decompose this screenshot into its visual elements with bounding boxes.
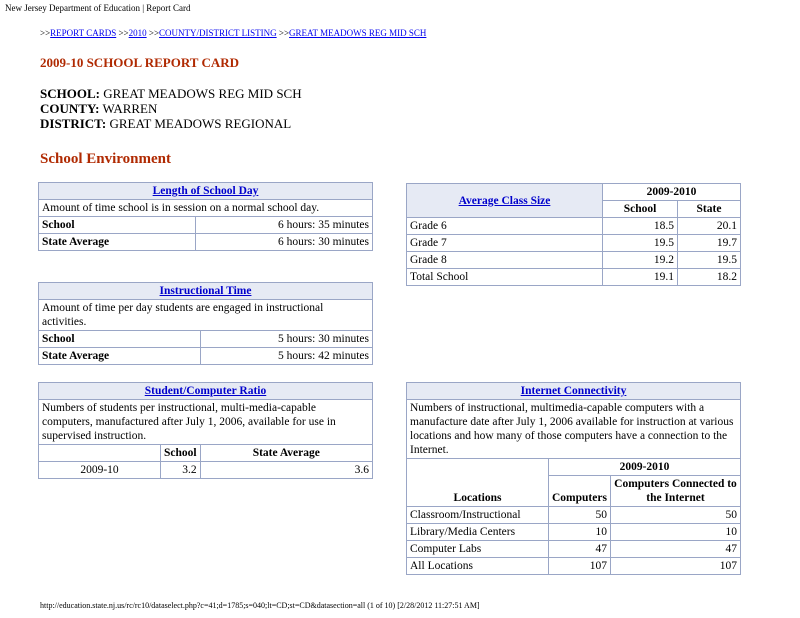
internet-connectivity-description: Numbers of instructional, multimedia-capable computers with a manufacture date after July 1, 2006 available for instruction at various locations and how many of those computers have a connection to the Internet.: [407, 400, 741, 459]
table-row: Grade 6 18.5 20.1: [407, 218, 741, 235]
breadcrumb-report-cards-link[interactable]: REPORT CARDS: [50, 28, 117, 38]
table-row: 2009-10 3.2 3.6: [39, 462, 373, 479]
county-info: COUNTY: WARREN: [40, 101, 158, 116]
breadcrumb-school-link[interactable]: GREAT MEADOWS REG MID SCH: [289, 28, 427, 38]
district-info: DISTRICT: GREAT MEADOWS REGIONAL: [40, 116, 292, 131]
length-of-school-day-table: [38, 182, 373, 251]
instructional-time-link[interactable]: Instructional Time: [159, 285, 252, 297]
table-row: Grade 8 19.2 19.5: [407, 252, 741, 269]
instructional-time-description: Amount of time per day students are engaged in instructional activities.: [39, 300, 373, 331]
length-of-school-day-link[interactable]: Length of School Day: [152, 185, 259, 197]
breadcrumb-county-district-link[interactable]: COUNTY/DISTRICT LISTING: [159, 28, 277, 38]
table-row: Total School 19.1 18.2: [407, 269, 741, 286]
table-row: Classroom/Instructional 50 50: [407, 507, 741, 524]
breadcrumb-2010-link[interactable]: 2010: [128, 28, 147, 38]
length-of-school-day-description: Amount of time school is in session on a normal school day.: [39, 200, 373, 217]
average-class-size-header: [407, 184, 603, 218]
student-computer-ratio-description: Numbers of students per instructional, multi-media-capable computers, manufactured after July 1, 2006, available for use in supervised instruction.: [39, 400, 373, 445]
internet-connectivity-header: [407, 383, 741, 400]
breadcrumb: >>REPORT CARDS >>2010 >>COUNTY/DISTRICT LISTING >>GREAT MEADOWS REG MID SCH: [40, 28, 427, 38]
length-of-school-day-header: [39, 183, 373, 200]
internet-connectivity-table: Internet Connectivity Numbers of instructional, multimedia-capable computers with a manufacture date after July 1, 2006 available for instruction at various locations and how many of those computers have a connection to the Internet. Locations 2009-2010 Computers Computers Connected to the Internet Classroom/Instructional 50 50 Library/Media Centers 10 10 Computer Labs 47 47 All Locations 107 107: [406, 382, 741, 575]
instructional-time-table: [38, 282, 373, 365]
table-row: School 6 hours: 35 minutes: [39, 217, 373, 234]
print-footer: http://education.state.nj.us/rc/rc10/dataselect.php?c=41;d=1785;s=040;lt=CD;st=CD&datasection=all (1 of 10) [2/28/2012 11:27:51 AM]: [40, 601, 480, 610]
student-computer-ratio-table: Student/Computer Ratio Numbers of students per instructional, multi-media-capable computers, manufactured after July 1, 2006, available for use in supervised instruction. School State Average 2009-10 3.2 3.6: [38, 382, 373, 479]
table-row: All Locations 107 107: [407, 558, 741, 575]
average-class-size-link[interactable]: Average Class Size: [458, 194, 551, 207]
student-computer-ratio-header: [39, 383, 373, 400]
table-row: State Average 6 hours: 30 minutes: [39, 234, 373, 251]
student-computer-ratio-link[interactable]: Student/Computer Ratio: [144, 385, 267, 397]
school-info: SCHOOL: GREAT MEADOWS REG MID SCH: [40, 86, 302, 101]
average-class-size-table: Average Class Size 2009-2010 School State Grade 6 18.5 20.1 Grade 7 19.5 19.7 Grade 8 19.2 19.5 Total School 19.1 18.2: [406, 183, 741, 286]
table-row: State Average 5 hours: 42 minutes: [39, 348, 373, 365]
report-title: 2009-10 SCHOOL REPORT CARD: [40, 55, 240, 70]
print-header: New Jersey Department of Education | Report Card: [5, 3, 191, 13]
table-row: School 5 hours: 30 minutes: [39, 331, 373, 348]
table-row: Computer Labs 47 47: [407, 541, 741, 558]
internet-connectivity-link[interactable]: Internet Connectivity: [520, 385, 627, 397]
table-row: Library/Media Centers 10 10: [407, 524, 741, 541]
section-title: School Environment: [40, 151, 171, 167]
table-row: Grade 7 19.5 19.7: [407, 235, 741, 252]
instructional-time-header: [39, 283, 373, 300]
